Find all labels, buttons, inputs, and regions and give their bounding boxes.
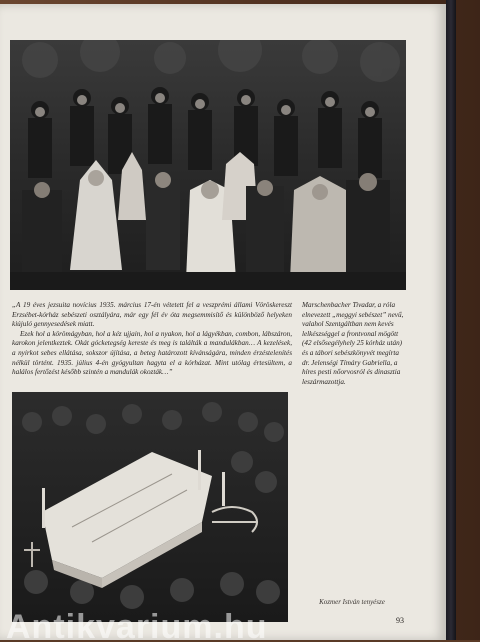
funeral-photo: [12, 392, 288, 622]
photo-credit: Kozmer István tenyésze: [319, 598, 385, 606]
group-portrait-photo: [10, 40, 406, 290]
funeral-illustration: [12, 392, 288, 622]
watermark: Antikvarium.hu: [6, 612, 268, 642]
book-page: [0, 4, 446, 640]
group-portrait-illustration: [10, 40, 406, 290]
caption-paragraph: „A 19 éves jezsuita novícius 1935. március 17-én vétetett fel a veszprémi állami Vöröskereszt Erzsébet-kórház sebészeti osztályára, már egy fél év óta megsemmisítő és különböző helyeken kiújuló gennyesedések miatt.: [12, 301, 292, 329]
page-number: 93: [396, 616, 404, 625]
side-caption: Marschenbacher Tivadar, a róla elnevezett „meggyi sebészet” nevű, valahol Szentgáltban nem kevés lelkészséggel a frontvonal mögött (42 elsősegélyhely 25 kórház után) és a tábori sebészkönyvét megírta dr. Jelenségi Tímáry Gabriella, a híres pesti nőorvosról és dinasztia leszármazottja.: [302, 301, 404, 386]
book-spine: [446, 0, 456, 640]
main-caption: [12, 301, 292, 378]
caption-paragraph: Ezek hol a körömágyban, hol a kéz ujjain, hol a nyakon, hol a lágyékban, combon, lábszáron, karokon jelentkeztek. Okát gócketegség kereste és meg is találták a mandulákban… A kezelések, a nyirkot sebes ellátása, sokszor újítása, a beteg határozott kívánságára, minden érzéstelenítés nélkül történt. 1935. július 4-én gyógyultan hagyta el a kórházat. Mint utólag értesültem, a halálos fertőzést később szintén a mandulák okozták…”: [12, 329, 292, 377]
